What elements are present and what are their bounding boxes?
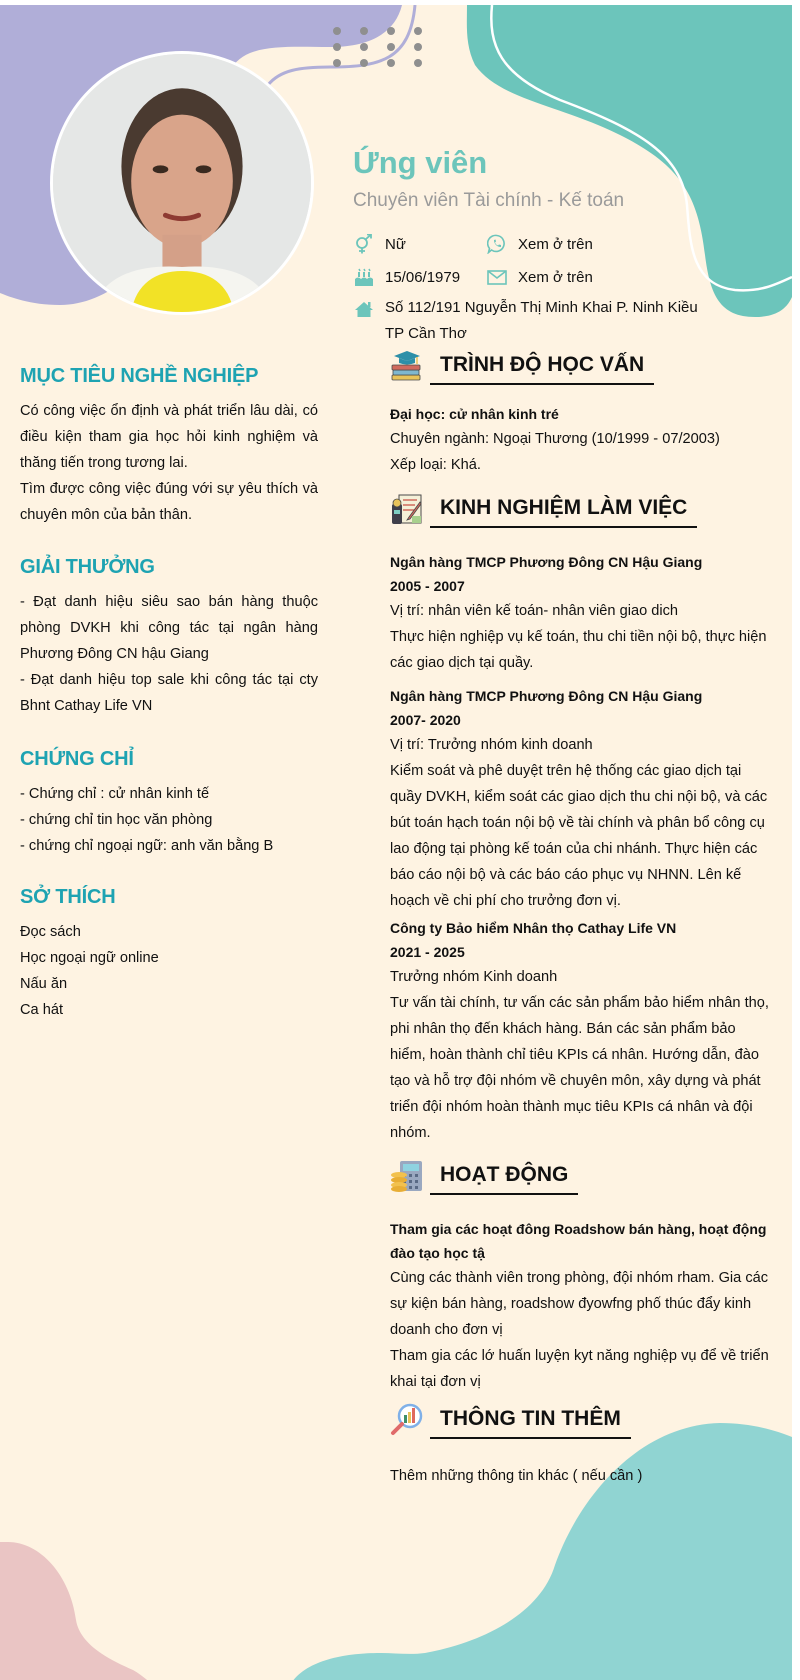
activities-heading: Tham gia các hoạt đông Roadshow bán hàng, hoạt động đào tạo học tậ — [390, 1221, 767, 1261]
section-certificates — [20, 748, 318, 859]
magnifier-chart-icon — [390, 1403, 424, 1437]
section-objective — [20, 365, 318, 528]
pink-blob — [0, 1542, 164, 1680]
job-description: Thực hiện nghiệp vụ kế toán, thu chi tiền nội bộ, thực hiện các giao dịch tại quầy. — [390, 629, 767, 671]
job-period: 2021 - 2025 — [390, 944, 465, 960]
birthday-cake-icon — [353, 266, 375, 288]
experience-title: KINH NGHIỆM LÀM VIỆC — [430, 496, 697, 528]
job-company: Ngân hàng TMCP Phương Đông CN Hậu Giang — [390, 554, 703, 570]
job-entry — [390, 916, 770, 1146]
certificate-item: - Chứng chỉ : cử nhân kinh tế — [20, 786, 210, 802]
home-icon — [353, 299, 375, 321]
award-item: - Đạt danh hiệu top sale khi công tác tại cty Bhnt Cathay Life VN — [20, 672, 318, 714]
address-line2: TP Cần Thơ — [385, 325, 467, 342]
section-hobbies — [20, 886, 318, 1023]
job-description: Kiểm soát và phê duyệt trên hệ thống các giao dịch tại quầy DVKH, kiểm soát các giao dịch thu chi nội bộ, và các bút toán hạch toán nội bộ về tài chính và phân bổ công cụ lao động tại phòng kế toán của chi nhánh. Thực hiện các báo cáo nội bộ và các báo cáo phục vụ NHNN. Lên kế hoạch về chi phí cho trưởng đơn vị. — [390, 763, 768, 909]
birthday-value: 15/06/1979 — [385, 268, 461, 286]
more-info-title: THÔNG TIN THÊM — [430, 1407, 631, 1439]
section-education — [390, 349, 770, 478]
education-rank: Xếp loại: Khá. — [390, 457, 481, 473]
candidate-name: Ứng viên — [353, 145, 488, 180]
coins-calculator-icon — [390, 1159, 424, 1193]
address-line1: Số 112/191 Nguyễn Thị Minh Khai P. Ninh Kiều — [385, 299, 698, 316]
cv-page — [0, 5, 792, 1680]
award-item: - Đạt danh hiệu siêu sao bán hàng thuộc phòng DVKH khi công tác tại ngân hàng Phương Đông CN hậu Giang — [20, 594, 318, 662]
gender-icon — [353, 233, 375, 255]
activity-line: Tham gia các lớ huấn luyện kyt năng nghiệp vụ để về triển khai tại đơn vị — [390, 1348, 769, 1390]
info-address — [353, 299, 698, 347]
activity-line: Cùng các thành viên trong phòng, đội nhóm rham. Gia các sự kiện bán hàng, roadshow đyowfng phố thúc đẩy kinh doanh cho đơn vị — [390, 1270, 769, 1338]
section-experience — [390, 492, 770, 1146]
phone-value: Xem ở trên — [518, 235, 593, 253]
info-gender — [353, 233, 406, 255]
hobby-item: Học ngoại ngữ online — [20, 950, 159, 966]
certificates-title: CHỨNG CHỈ — [20, 748, 134, 770]
email-value: Xem ở trên — [518, 268, 593, 286]
avatar-photo — [50, 51, 314, 315]
phone-icon — [486, 233, 508, 255]
education-title: TRÌNH ĐỘ HỌC VẤN — [430, 353, 654, 385]
graduation-books-icon — [390, 349, 424, 383]
accounting-report-icon — [390, 492, 424, 526]
section-more-info — [390, 1403, 770, 1489]
info-birthday — [353, 266, 460, 288]
job-position: Trưởng nhóm Kinh doanh — [390, 969, 558, 985]
job-position: Vị trí: nhân viên kế toán- nhân viên giao dich — [390, 603, 679, 619]
email-icon — [486, 266, 508, 288]
section-activities — [390, 1159, 770, 1395]
certificate-item: - chứng chỉ tin học văn phòng — [20, 812, 213, 828]
hobby-item: Nấu ăn — [20, 976, 68, 992]
job-position: Vị trí: Trưởng nhóm kinh doanh — [390, 737, 593, 753]
candidate-role: Chuyên viên Tài chính - Kế toán — [353, 190, 625, 211]
activities-title: HOẠT ĐỘNG — [430, 1163, 578, 1195]
awards-title: GIẢI THƯỞNG — [20, 556, 155, 578]
section-awards — [20, 556, 318, 719]
job-entry — [390, 550, 770, 676]
objective-title: MỤC TIÊU NGHỀ NGHIỆP — [20, 365, 259, 387]
job-period: 2007- 2020 — [390, 712, 461, 728]
education-degree: Đại học: cử nhân kinh tré — [390, 406, 559, 422]
hobby-item: Ca hát — [20, 1002, 63, 1018]
certificate-item: - chứng chỉ ngoại ngữ: anh văn bằng B — [20, 838, 274, 854]
job-company: Công ty Bảo hiểm Nhân thọ Cathay Life VN — [390, 920, 677, 936]
objective-paragraph: Có công việc ổn định và phát triển lâu dài, có điều kiện tham gia học hỏi kinh nghiệm và thăng tiến trong tương lai. — [20, 403, 318, 471]
gender-value: Nữ — [385, 235, 406, 253]
job-period: 2005 - 2007 — [390, 578, 465, 594]
info-email — [486, 266, 593, 288]
job-company: Ngân hàng TMCP Phương Đông CN Hậu Giang — [390, 688, 703, 704]
education-major: Chuyên ngành: Ngoại Thương (10/1999 - 07/2003) — [390, 431, 720, 447]
objective-paragraph: Tìm được công việc đúng với sự yêu thích và chuyên môn của bản thân. — [20, 481, 318, 523]
hobby-item: Đọc sách — [20, 924, 81, 940]
hobbies-title: SỞ THÍCH — [20, 886, 116, 908]
job-description: Tư vấn tài chính, tư vấn các sản phẩm bảo hiểm nhân thọ, phi nhân thọ đến khách hàng. Bán các sản phẩm bảo hiểm, hoàn thành chỉ tiêu KPIs cá nhân. Hướng dẫn, đào tạo và hỗ trợ đội nhóm về chuyên môn, xây dựng và phát triển đội nhóm hoàn thành mục tiêu KPIs cá nhân và đội nhóm. — [390, 995, 769, 1141]
info-phone — [486, 233, 593, 255]
job-entry — [390, 684, 770, 914]
more-info-text: Thêm những thông tin khác ( nếu cần ) — [390, 1468, 643, 1484]
